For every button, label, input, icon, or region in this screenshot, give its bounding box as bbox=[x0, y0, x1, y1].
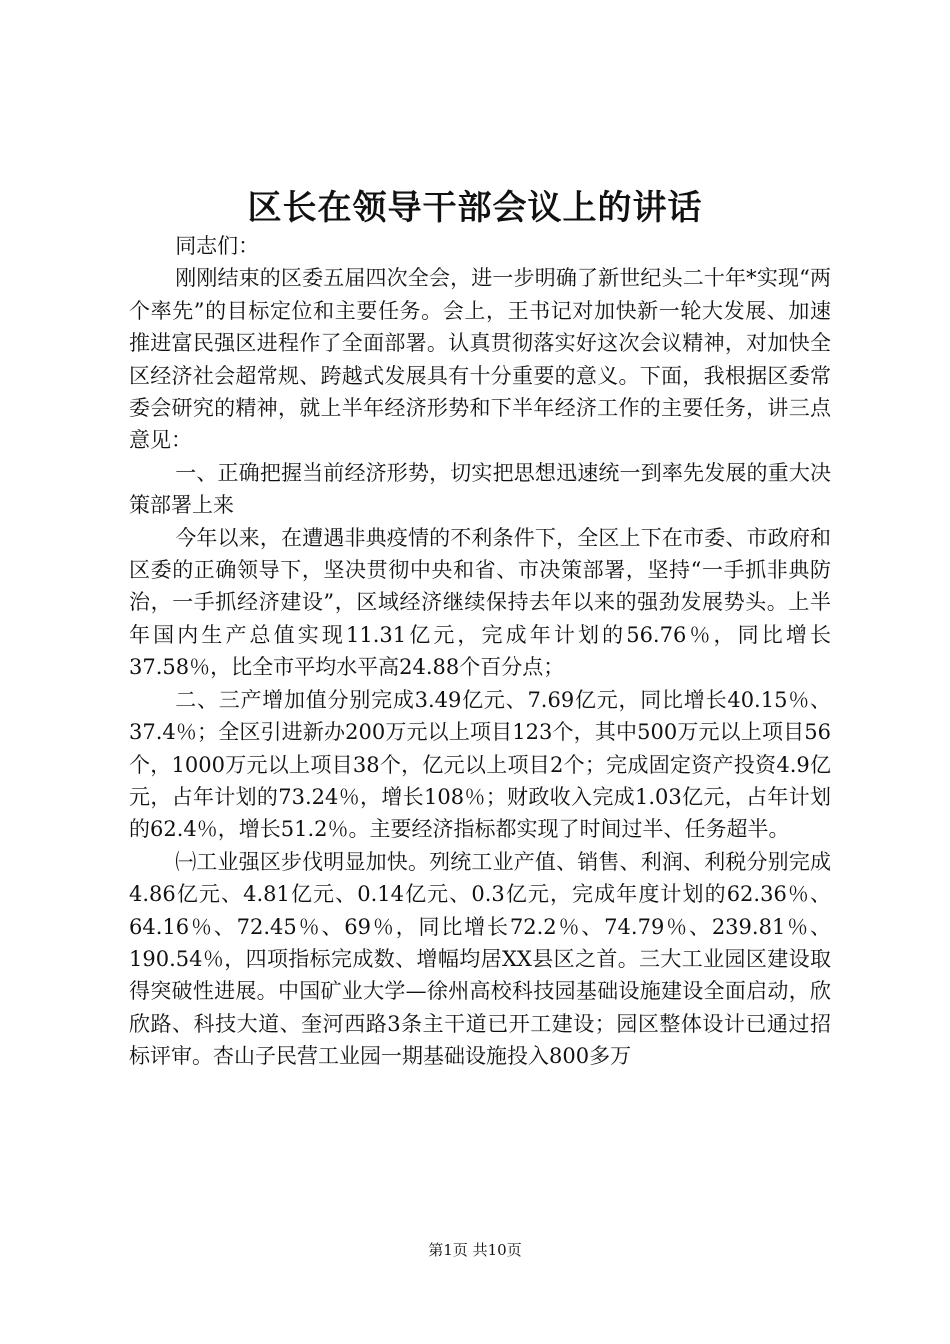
paragraph-salutation: 同志们： bbox=[175, 234, 260, 258]
document-body bbox=[129, 230, 831, 1073]
paragraph-section-heading: 一、正确把握当前经济形势，切实把思想迅速统一到率先发展的重大决策部署上来 bbox=[129, 460, 831, 518]
paragraph-intro: 刚刚结束的区委五届四次全会，进一步明确了新世纪头二十年*实现“两个率先”的目标定位和主要任务。会上，王书记对加快新一轮大发展、加速推进富民强区进程作了全面部署。认真贯彻落实好这次会议精神，对加快全区经济社会超常规、跨越式发展具有十分重要的意义。下面，我根据区委常委会研究的精神，就上半年经济形势和下半年经济工作的主要任务，讲三点意见： bbox=[129, 266, 831, 453]
page-footer: 第1页 共10页 bbox=[428, 1241, 522, 1259]
paragraph-economy-overview: 今年以来，在遭遇非典疫情的不利条件下，全区上下在市委、市政府和区委的正确领导下，坚决贯彻中央和省、市决策部署，坚持“一手抓非典防治，一手抓经济建设”，区域经济继续保持去年以来的强劲发展势头。上半年国内生产总值实现11.31亿元，完成年计划的56.76％，同比增长37.58％，比全市平均水平高24.88个百分点； bbox=[129, 525, 831, 680]
document-title: 区长在领导干部会议上的讲话 bbox=[247, 188, 703, 228]
paragraph-industry-stats: 二、三产增加值分别完成3.49亿元、7.69亿元，同比增长40.15％、37.4％；全区引进新办200万元以上项目123个，其中500万元以上项目56个，1000万元以上项目38个，亿元以上项目2个；完成固定资产投资4.9亿元，占年计划的73.24％，增长108％；财政收入完成1.03亿元，占年计划的62.4％，增长51.2％。主要经济指标都实现了时间过半、任务超半。 bbox=[129, 687, 831, 842]
paragraph-industrial-strength: ㈠工业强区步伐明显加快。列统工业产值、销售、利润、利税分别完成4.86亿元、4.81亿元、0.14亿元、0.3亿元，完成年度计划的62.36％、64.16％、72.45％、69％，同比增长72.2％、74.79％、239.81％、190.54％，四项指标完成数、增幅均居XX县区之首。三大工业园区建设取得突破性进展。中国矿业大学—徐州高校科技园基础设施建设全面启动，欣欣路、科技大道、奎河西路3条主干道已开工建设；园区整体设计已通过招标评审。杏山子民营工业园一期基础设施投入800多万 bbox=[129, 849, 831, 1069]
